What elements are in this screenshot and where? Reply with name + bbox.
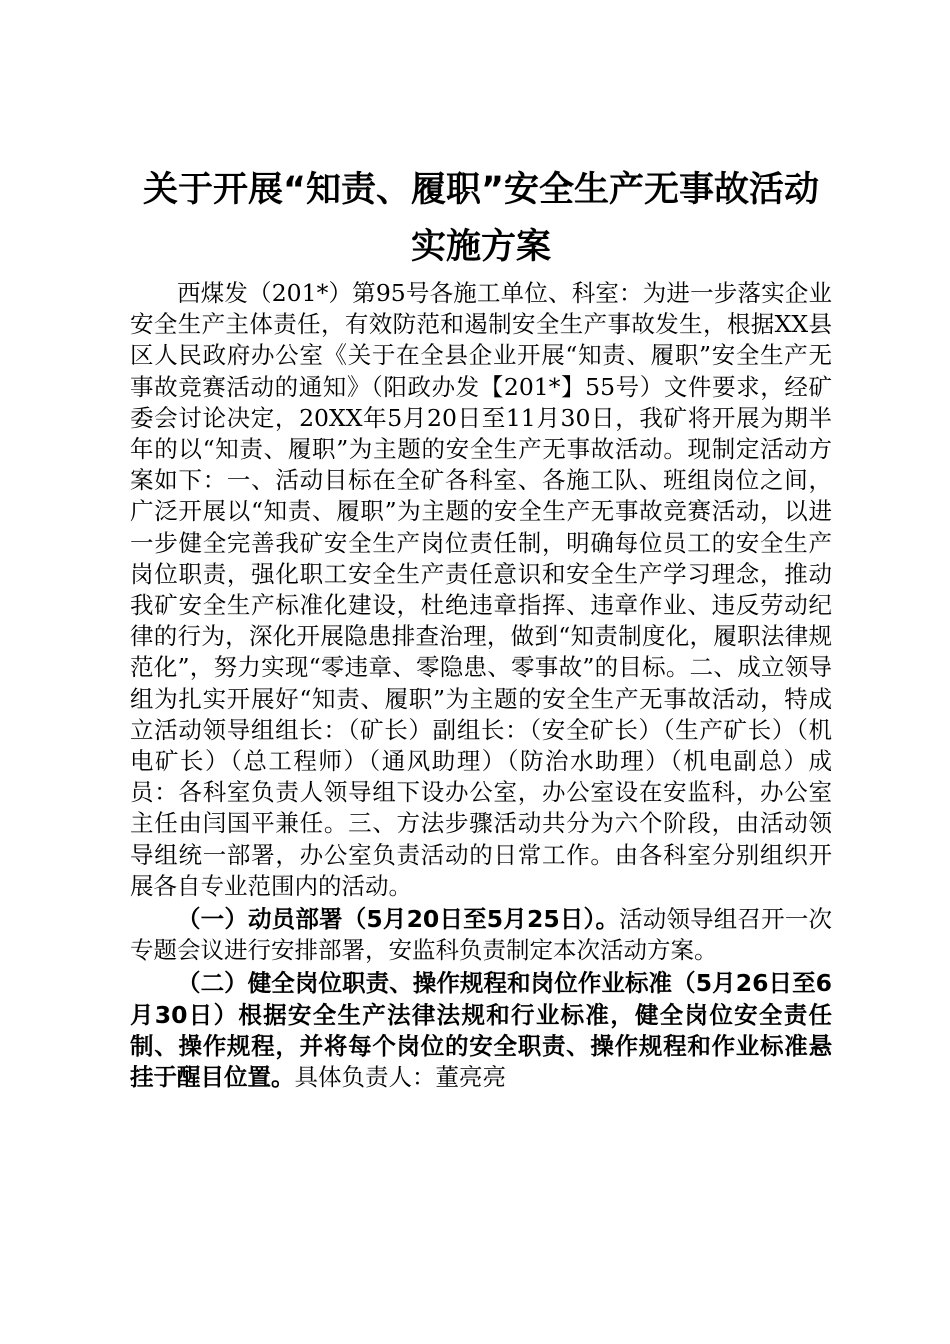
paragraph-intro: 西煤发（201*）第95号各施工单位、科室：为进一步落实企业安全生产主体责任，有效防范和遏制安全生产事故发生，根据XX县区人民政府办公室《关于在全县企业开展“知责、履职”安全生产无事故竞赛活动的通知》（阳政办发【201*】55号）文件要求，经矿委会讨论决定，20XX年5月20日至11月30日，我矿将开展为期半年的以“知责、履职”为主题的安全生产无事故活动。现制定活动方案如下：一、活动目标在全矿各科室、各施工队、班组岗位之间，广泛开展以“知责、履职”为主题的安全生产无事故竞赛活动，以进一步健全完善我矿安全生产岗位责任制，明确每位员工的安全生产岗位职责，强化职工安全生产责任意识和安全生产学习理念，推动我矿安全生产标准化建设，杜绝违章指挥、违章作业、违反劳动纪律的行为，深化开展隐患排查治理，做到“知责制度化，履职法律规范化”，努力实现“零违章、零隐患、零事故”的目标。二、成立领导组为扎实开展好“知责、履职”为主题的安全生产无事故活动，特成立活动领导组组长：（矿长）副组长：（安全矿长）（生产矿长）（机电矿长）（总工程师）（通风助理）（防治水助理）（机电副总）成员：各科室负责人领导组下设办公室，办公室设在安监科，办公室主任由闫国平兼任。三、方法步骤活动共分为六个阶段，由活动领导组统一部署，办公室负责活动的日常工作。由各科室分别组织开展各自专业范围内的活动。: [130, 279, 832, 900]
paragraph-mobilization: [130, 904, 832, 966]
paragraph-responsibilities-body: 具体负责人：董亮亮: [294, 1063, 506, 1092]
paragraph-responsibilities: [130, 968, 832, 1093]
document-title: [130, 162, 832, 276]
document-page: [130, 162, 832, 1093]
paragraph-mobilization-heading: （一）动员部署（5月20日至5月25日）。: [177, 905, 620, 934]
paragraph-mobilization-body: 活动领导组召开一次专题会议进行安排部署，安监科负责制定本次活动方案。: [130, 905, 832, 965]
title-line-2: 实施方案: [410, 227, 551, 267]
title-line-1: 关于开展“知责、履职”安全生产无事故活动: [142, 170, 819, 210]
paragraph-responsibilities-heading: （二）健全岗位职责、操作规程和岗位作业标准（5月26日至6月30日）根据安全生产法律法规和行业标准，健全岗位安全责任制、操作规程，并将每个岗位的安全职责、操作规程和作业标准悬挂于醒目位置。: [130, 969, 832, 1092]
